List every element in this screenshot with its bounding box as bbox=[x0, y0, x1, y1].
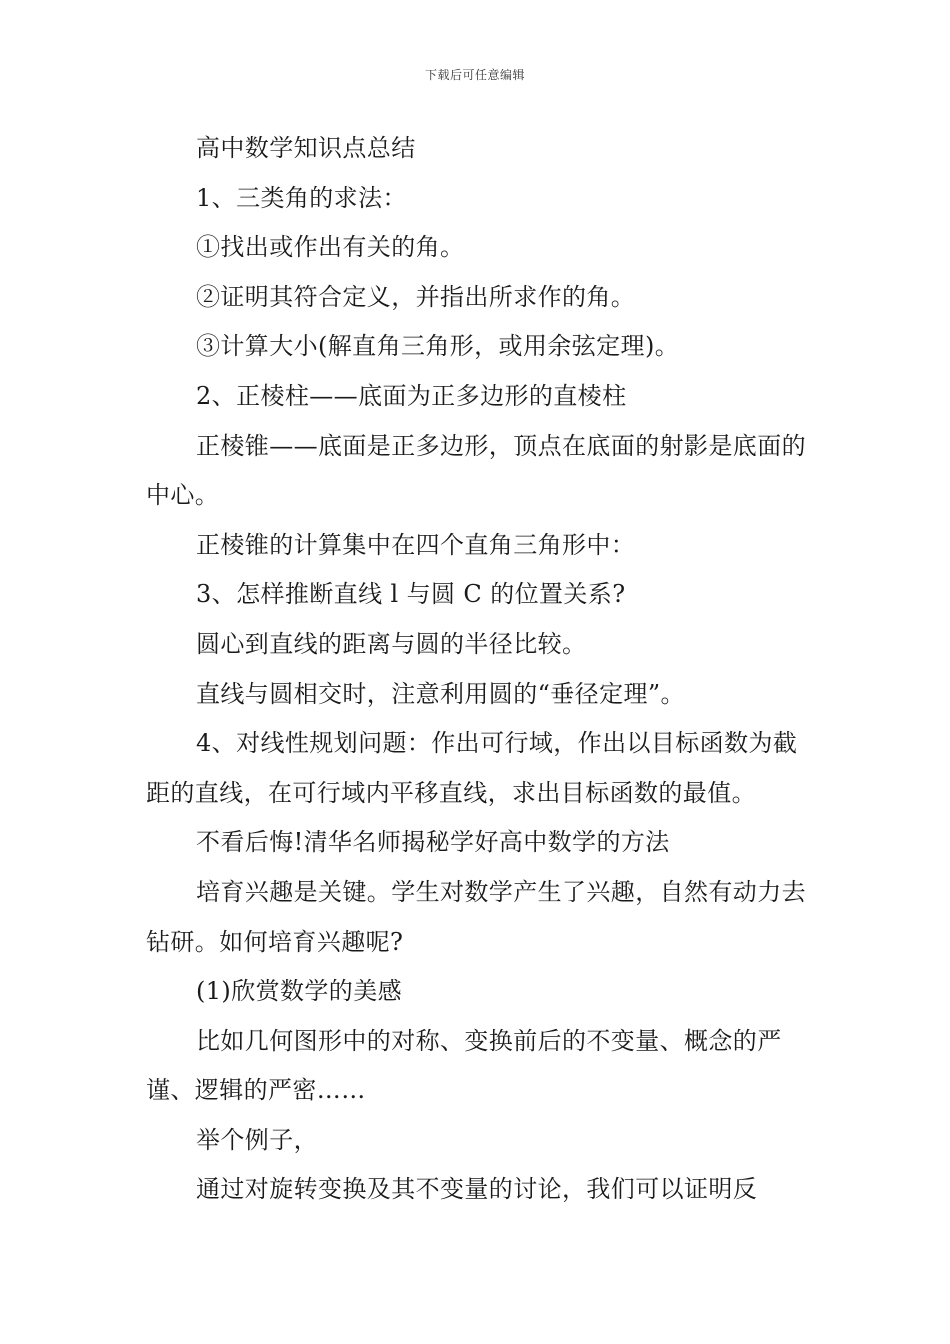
subheading-beauty: (1)欣赏数学的美感 bbox=[196, 977, 402, 1006]
document-body bbox=[146, 124, 806, 1215]
paragraph-interest: 培育兴趣是关键。学生对数学产生了兴趣，自然有动力去钻研。如何培育兴趣呢? bbox=[146, 877, 806, 956]
paragraph-examples: 比如几何图形中的对称、变换前后的不变量、概念的严谨、逻辑的严密…… bbox=[146, 1026, 782, 1105]
paragraph-step-1: ①找出或作出有关的角。 bbox=[196, 233, 465, 262]
section-4-paragraph: 4、对线性规划问题：作出可行域，作出以目标函数为截距的直线，在可行域内平移直线，求出目标函数的最值。 bbox=[146, 729, 798, 807]
paragraph-pyramid-calc: 正棱锥的计算集中在四个直角三角形中： bbox=[196, 530, 636, 559]
paragraph-step-2: ②证明其符合定义，并指出所求作的角。 bbox=[196, 282, 636, 311]
section-3-heading: 3、怎样推断直线 l 与圆 C 的位置关系? bbox=[196, 580, 626, 609]
paragraph-pyramid-definition: 正棱锥——底面是正多边形，顶点在底面的射影是底面的中心。 bbox=[146, 431, 806, 510]
paragraph-step-3: ③计算大小(解直角三角形，或用余弦定理)。 bbox=[196, 332, 680, 361]
section-1-heading: 1、三类角的求法： bbox=[196, 183, 407, 212]
section-2-heading: 2、正棱柱——底面为正多边形的直棱柱 bbox=[196, 381, 627, 410]
paragraph-circle-distance: 圆心到直线的距离与圆的半径比较。 bbox=[196, 629, 587, 658]
paragraph-circle-intersect: 直线与圆相交时，注意利用圆的“垂径定理”。 bbox=[196, 679, 685, 708]
paragraph-rotation: 通过对旋转变换及其不变量的讨论，我们可以证明反 bbox=[196, 1175, 758, 1204]
paragraph-example-intro: 举个例子， bbox=[196, 1125, 318, 1154]
subheading-methods: 不看后悔!清华名师揭秘学好高中数学的方法 bbox=[196, 828, 670, 857]
document-title: 高中数学知识点总结 bbox=[196, 134, 416, 162]
page-header-note: 下载后可任意编辑 bbox=[424, 68, 525, 82]
